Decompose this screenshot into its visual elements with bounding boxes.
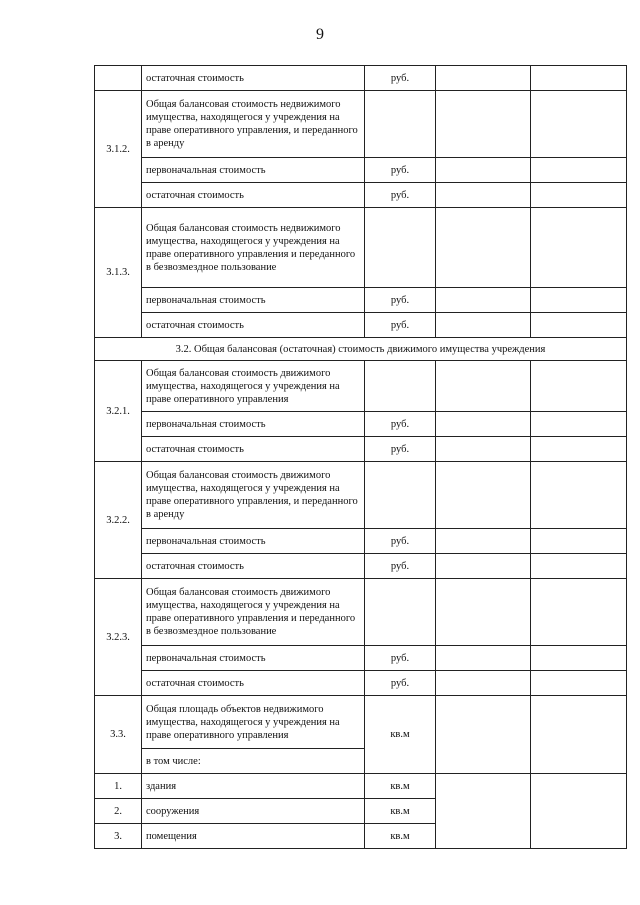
row-unit bbox=[365, 462, 436, 529]
value-cell bbox=[531, 66, 627, 91]
row-unit: руб. bbox=[365, 671, 436, 696]
row-unit: руб. bbox=[365, 313, 436, 338]
row-description: Общая балансовая стоимость недвижимого имущества, находящегося у учреждения на праве оперативного управления, и переданного в аренду bbox=[142, 91, 365, 158]
row-number: 3.1.3. bbox=[95, 208, 142, 338]
row-label: остаточная стоимость bbox=[142, 671, 365, 696]
value-cell bbox=[436, 412, 531, 437]
table-row bbox=[95, 208, 627, 288]
item-number: 2. bbox=[95, 799, 142, 824]
value-cell bbox=[531, 412, 627, 437]
row-unit bbox=[365, 579, 436, 646]
value-cell bbox=[531, 529, 627, 554]
value-cell bbox=[531, 774, 627, 849]
row-label: остаточная стоимость bbox=[142, 437, 365, 462]
value-cell bbox=[531, 554, 627, 579]
table-row bbox=[95, 313, 627, 338]
property-value-table bbox=[94, 65, 627, 849]
value-cell bbox=[531, 462, 627, 529]
table-row bbox=[95, 66, 627, 91]
value-cell bbox=[436, 437, 531, 462]
row-label: остаточная стоимость bbox=[142, 66, 365, 91]
item-label: сооружения bbox=[142, 799, 365, 824]
table-row bbox=[95, 646, 627, 671]
table-row bbox=[95, 183, 627, 208]
row-label: первоначальная стоимость bbox=[142, 412, 365, 437]
value-cell bbox=[531, 579, 627, 646]
value-cell bbox=[436, 313, 531, 338]
row-unit: руб. bbox=[365, 412, 436, 437]
row-description: Общая площадь объектов недвижимого имущества, находящегося у учреждения на праве оперативного управления bbox=[142, 696, 365, 749]
value-cell bbox=[436, 183, 531, 208]
row-unit: руб. bbox=[365, 288, 436, 313]
value-cell bbox=[531, 91, 627, 158]
value-cell bbox=[531, 671, 627, 696]
table-row bbox=[95, 774, 627, 799]
table-row bbox=[95, 288, 627, 313]
row-unit bbox=[365, 361, 436, 412]
table-row bbox=[95, 554, 627, 579]
table-row bbox=[95, 158, 627, 183]
value-cell bbox=[436, 696, 531, 774]
item-label: помещения bbox=[142, 824, 365, 849]
value-cell bbox=[531, 361, 627, 412]
row-unit bbox=[365, 208, 436, 288]
item-label: здания bbox=[142, 774, 365, 799]
row-description: Общая балансовая стоимость движимого имущества, находящегося у учреждения на праве оперативного управления bbox=[142, 361, 365, 412]
row-number: 3.1.2. bbox=[95, 91, 142, 208]
value-cell bbox=[531, 646, 627, 671]
value-cell bbox=[531, 696, 627, 774]
row-unit: руб. bbox=[365, 158, 436, 183]
value-cell bbox=[436, 158, 531, 183]
item-number: 1. bbox=[95, 774, 142, 799]
section-heading: 3.2. Общая балансовая (остаточная) стоимость движимого имущества учреждения bbox=[95, 338, 627, 361]
row-label: остаточная стоимость bbox=[142, 313, 365, 338]
value-cell bbox=[531, 208, 627, 288]
value-cell bbox=[436, 579, 531, 646]
value-cell bbox=[436, 774, 531, 849]
value-cell bbox=[531, 288, 627, 313]
page-number: 9 bbox=[316, 26, 324, 43]
row-unit bbox=[365, 91, 436, 158]
table-row bbox=[95, 671, 627, 696]
item-unit: кв.м bbox=[365, 824, 436, 849]
value-cell bbox=[436, 288, 531, 313]
table-row bbox=[95, 579, 627, 646]
row-number: 3.2.1. bbox=[95, 361, 142, 462]
value-cell bbox=[436, 462, 531, 529]
row-unit: руб. bbox=[365, 554, 436, 579]
row-label: первоначальная стоимость bbox=[142, 288, 365, 313]
value-cell bbox=[436, 529, 531, 554]
value-cell bbox=[436, 671, 531, 696]
value-cell bbox=[436, 554, 531, 579]
row-description: Общая балансовая стоимость недвижимого имущества, находящегося у учреждения на праве оперативного управления и переданного в безвозмездное пользование bbox=[142, 208, 365, 288]
item-unit: кв.м bbox=[365, 799, 436, 824]
row-number: 3.2.2. bbox=[95, 462, 142, 579]
row-label: остаточная стоимость bbox=[142, 554, 365, 579]
value-cell bbox=[531, 437, 627, 462]
table-row bbox=[95, 696, 627, 749]
item-number: 3. bbox=[95, 824, 142, 849]
value-cell bbox=[436, 646, 531, 671]
value-cell bbox=[531, 158, 627, 183]
row-unit: кв.м bbox=[365, 696, 436, 774]
table-row bbox=[95, 529, 627, 554]
row-label: остаточная стоимость bbox=[142, 183, 365, 208]
row-label: первоначальная стоимость bbox=[142, 158, 365, 183]
table-row bbox=[95, 437, 627, 462]
row-unit: руб. bbox=[365, 183, 436, 208]
table-row bbox=[95, 462, 627, 529]
row-unit: руб. bbox=[365, 66, 436, 91]
row-number-cell bbox=[95, 66, 142, 91]
item-unit: кв.м bbox=[365, 774, 436, 799]
value-cell bbox=[531, 313, 627, 338]
section-row bbox=[95, 338, 627, 361]
table-row bbox=[95, 91, 627, 158]
row-unit: руб. bbox=[365, 529, 436, 554]
row-unit: руб. bbox=[365, 646, 436, 671]
value-cell bbox=[531, 183, 627, 208]
value-cell bbox=[436, 66, 531, 91]
table-row bbox=[95, 412, 627, 437]
value-cell bbox=[436, 208, 531, 288]
value-cell bbox=[436, 361, 531, 412]
row-number: 3.2.3. bbox=[95, 579, 142, 696]
including-label: в том числе: bbox=[142, 749, 365, 774]
row-label: первоначальная стоимость bbox=[142, 646, 365, 671]
row-description: Общая балансовая стоимость движимого имущества, находящегося у учреждения на праве оперативного управления и переданного в безвозмездное пользование bbox=[142, 579, 365, 646]
table-row bbox=[95, 361, 627, 412]
value-cell bbox=[436, 91, 531, 158]
row-label: первоначальная стоимость bbox=[142, 529, 365, 554]
row-unit: руб. bbox=[365, 437, 436, 462]
row-description: Общая балансовая стоимость движимого имущества, находящегося у учреждения на праве оперативного управления, и переданного в аренду bbox=[142, 462, 365, 529]
row-number: 3.3. bbox=[95, 696, 142, 774]
